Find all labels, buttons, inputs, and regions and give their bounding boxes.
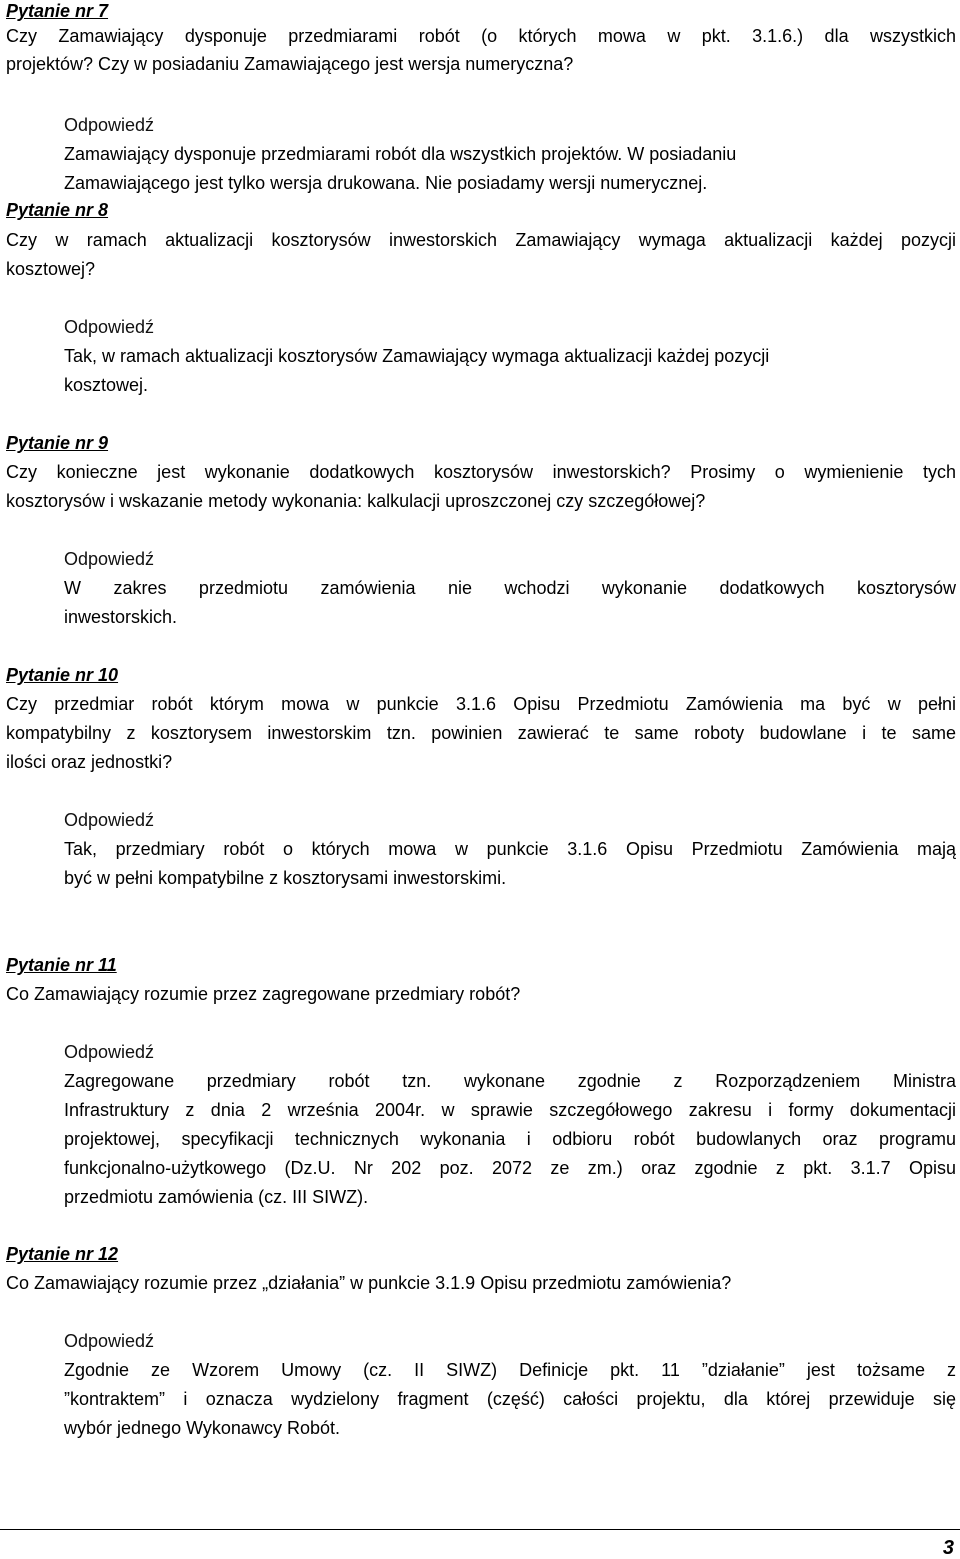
question-7-text-line-2: projektów? Czy w posiadaniu Zamawiającego jest wersja numeryczna?	[6, 54, 574, 74]
answer-9-label: Odpowiedź	[64, 549, 155, 569]
question-10-text-line-2: kompatybilny z kosztorysem inwestorskim tzn. powinien zawierać te same roboty budowlane i te same	[6, 723, 956, 743]
answer-8-label: Odpowiedź	[64, 317, 155, 337]
answer-12-text-line-1: Zgodnie ze Wzorem Umowy (cz. II SIWZ) Definicje pkt. 11 ”działanie” jest tożsame z	[64, 1360, 956, 1380]
question-8-heading: Pytanie nr 8	[6, 200, 109, 220]
question-9-text-line-1: Czy konieczne jest wykonanie dodatkowych kosztorysów inwestorskich? Prosimy o wymienienie tych	[6, 462, 956, 482]
answer-11-text-line-2: Infrastruktury z dnia 2 września 2004r. w sprawie szczegółowego zakresu i formy dokumentacji	[64, 1100, 956, 1120]
footer-divider	[0, 1529, 960, 1530]
answer-7-text-line-2: Zamawiającego jest tylko wersja drukowana. Nie posiadamy wersji numerycznej.	[64, 173, 708, 193]
answer-8-text-line-1: Tak, w ramach aktualizacji kosztorysów Zamawiający wymaga aktualizacji każdej pozycji	[64, 346, 770, 366]
question-8-text-line-1: Czy w ramach aktualizacji kosztorysów inwestorskich Zamawiający wymaga aktualizacji każdej pozycji	[6, 230, 956, 250]
answer-11-text-line-1: Zagregowane przedmiary robót tzn. wykonane zgodnie z Rozporządzeniem Ministra	[64, 1071, 956, 1091]
question-12-text-line-1: Co Zamawiający rozumie przez „działania” w punkcie 3.1.9 Opisu przedmiotu zamówienia?	[6, 1273, 732, 1293]
page-number: 3	[942, 1537, 954, 1559]
answer-8-text-line-2: kosztowej.	[64, 375, 149, 395]
answer-12-text-line-2: ”kontraktem” i oznacza wydzielony fragment (część) całości projektu, dla której przewiduje się	[64, 1389, 956, 1409]
answer-7-text-line-1: Zamawiający dysponuje przedmiarami robót dla wszystkich projektów. W posiadaniu	[64, 144, 737, 164]
answer-11-text-line-4: funkcjonalno-użytkowego (Dz.U. Nr 202 poz. 2072 ze zm.) oraz zgodnie z pkt. 3.1.7 Opisu	[64, 1158, 956, 1178]
answer-10-text-line-1: Tak, przedmiary robót o których mowa w punkcie 3.1.6 Opisu Przedmiotu Zamówienia mają	[64, 839, 956, 859]
question-10-heading: Pytanie nr 10	[6, 665, 119, 685]
question-9-text-line-2: kosztorysów i wskazanie metody wykonania: kalkulacji uproszczonej czy szczegółowej?	[6, 491, 706, 511]
question-7-heading: Pytanie nr 7	[6, 1, 109, 21]
answer-11-label: Odpowiedź	[64, 1042, 155, 1062]
answer-9-text-line-1: W zakres przedmiotu zamówienia nie wchodzi wykonanie dodatkowych kosztorysów	[64, 578, 956, 598]
question-9-heading: Pytanie nr 9	[6, 433, 109, 453]
answer-12-label: Odpowiedź	[64, 1331, 155, 1351]
question-11-heading: Pytanie nr 11	[6, 955, 117, 975]
question-12-heading: Pytanie nr 12	[6, 1244, 119, 1264]
answer-12-text-line-3: wybór jednego Wykonawcy Robót.	[64, 1418, 340, 1438]
question-8-text-line-2: kosztowej?	[6, 259, 96, 279]
question-10-text-line-3: ilości oraz jednostki?	[6, 752, 173, 772]
answer-10-text-line-2: być w pełni kompatybilne z kosztorysami inwestorskimi.	[64, 868, 507, 888]
answer-11-text-line-5: przedmiotu zamówienia (cz. III SIWZ).	[64, 1187, 369, 1207]
answer-11-text-line-3: projektowej, specyfikacji technicznych wykonania i odbioru robót budowlanych oraz programu	[64, 1129, 956, 1149]
answer-10-label: Odpowiedź	[64, 810, 155, 830]
question-10-text-line-1: Czy przedmiar robót którym mowa w punkcie 3.1.6 Opisu Przedmiotu Zamówienia ma być w pełni	[6, 694, 956, 714]
question-7-text-line-1: Czy Zamawiający dysponuje przedmiarami robót (o których mowa w pkt. 3.1.6.) dla wszystkich	[6, 26, 956, 46]
answer-9-text-line-2: inwestorskich.	[64, 607, 178, 627]
question-11-text-line-1: Co Zamawiający rozumie przez zagregowane przedmiary robót?	[6, 984, 521, 1004]
answer-7-label: Odpowiedź	[64, 115, 155, 135]
